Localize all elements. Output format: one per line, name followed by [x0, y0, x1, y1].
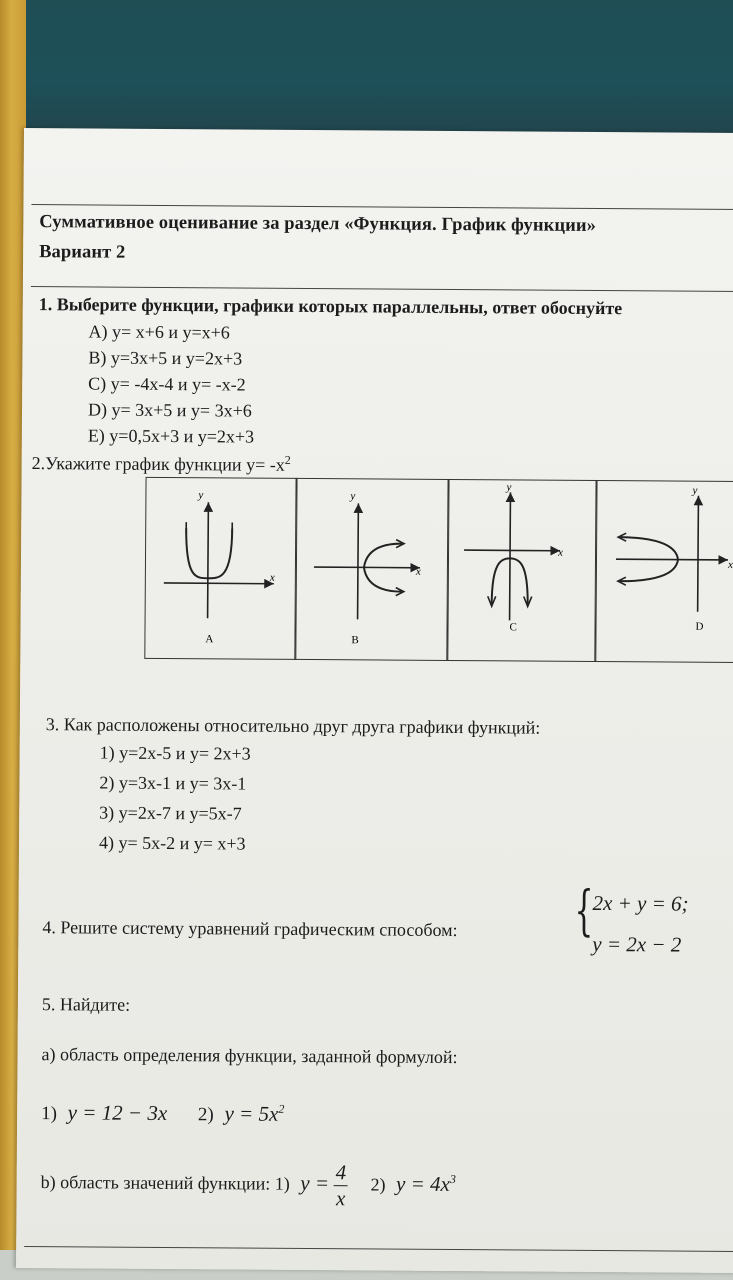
graph-a-caption: A — [205, 633, 214, 646]
q1-option-b: B) y=3x+5 и y=2x+3 — [88, 347, 243, 369]
q4-equation-1: 2x + y = 6; — [592, 890, 689, 916]
graph-c-caption: C — [509, 621, 517, 634]
graph-d-caption: D — [695, 620, 704, 633]
question-2: 2.Укажите график функции $y= -x^2$ — [31, 452, 291, 475]
question-1: 1. Выберите функции, графики которых параллельны, ответ обоснуйте — [38, 294, 623, 319]
q5-b2-formula: y = 4x — [395, 1171, 450, 1196]
q5-part-b — [40, 1158, 456, 1212]
graph-b-x-label: x — [415, 565, 421, 578]
graph-panel-d — [594, 480, 733, 663]
graph-c-y-label: y — [506, 481, 512, 494]
graph-d-x-label: x — [727, 558, 733, 571]
q5-b2-number: 2) — [370, 1174, 386, 1195]
system-brace-icon: { — [574, 878, 594, 942]
q5-a1-formula: y = 12 − 3x — [67, 1100, 168, 1126]
q1-option-c: C) y= -4x-4 и y= -x-2 — [88, 373, 246, 395]
worksheet-paper — [16, 128, 733, 1273]
q5-b2-exponent: 3 — [449, 1171, 456, 1186]
q5-b1-lhs: y = — [300, 1170, 330, 1195]
header-bottom-rule — [31, 286, 733, 292]
worksheet-variant: Вариант 2 — [39, 242, 126, 263]
q4-equation-2: y = 2x − 2 — [592, 931, 682, 957]
question-5: 5. Найдите: — [41, 994, 131, 1015]
graph-c-x-label: x — [558, 546, 563, 559]
graph-b-y-label: y — [350, 490, 356, 503]
graph-a-y-label: y — [198, 489, 204, 502]
graph-a-x-label: x — [269, 571, 275, 584]
q3-option-3: 3) y=2x-7 и y=5x-7 — [99, 802, 242, 824]
q3-option-1: 1) y=2x-5 и y= 2x+3 — [99, 742, 251, 764]
question-3: 3. Как расположены относительно друг друга графики функций: — [45, 714, 541, 738]
q5-a1-number: 1) — [41, 1103, 58, 1125]
graph-d-y-label: y — [692, 484, 698, 497]
footer-rule — [24, 1246, 733, 1252]
q5-a2-number: 2) — [197, 1104, 214, 1126]
q5-b1-numerator: 4 — [334, 1160, 349, 1186]
graph-panel-b — [294, 478, 449, 661]
q1-option-a: A) y= x+6 и y=x+6 — [88, 321, 230, 343]
q5-a-formulas — [41, 1100, 284, 1127]
q5-b1-denominator: x — [335, 1186, 346, 1211]
q5-b1-fraction — [333, 1160, 348, 1211]
q5-b-text: b) область значений функции: 1) — [40, 1171, 290, 1194]
q5-part-a: а) область определения функции, заданной формулой: — [41, 1044, 458, 1068]
q3-option-4: 4) y= 5x-2 и y= x+3 — [98, 832, 246, 854]
q1-option-e: E) y=0,5x+3 и y=2x+3 — [87, 425, 255, 447]
q5-a2-exponent: 2 — [278, 1101, 285, 1116]
worksheet-title: Суммативное оценивание за раздел «Функция. График функции» — [39, 212, 597, 236]
question-4: 4. Решите систему уравнений графическим способом: — [42, 917, 458, 941]
graph-panel-a — [144, 477, 297, 660]
graph-panel-c — [446, 479, 597, 662]
header-top-rule — [31, 204, 733, 210]
graph-b-caption: B — [351, 634, 359, 647]
q5-a2-formula: y = 5x — [224, 1101, 279, 1126]
background-blackboard — [0, 0, 733, 150]
q1-option-d: D) y= 3x+5 и y= 3x+6 — [87, 399, 252, 421]
q3-option-2: 2) y=3x-1 и y= 3x-1 — [99, 772, 247, 794]
